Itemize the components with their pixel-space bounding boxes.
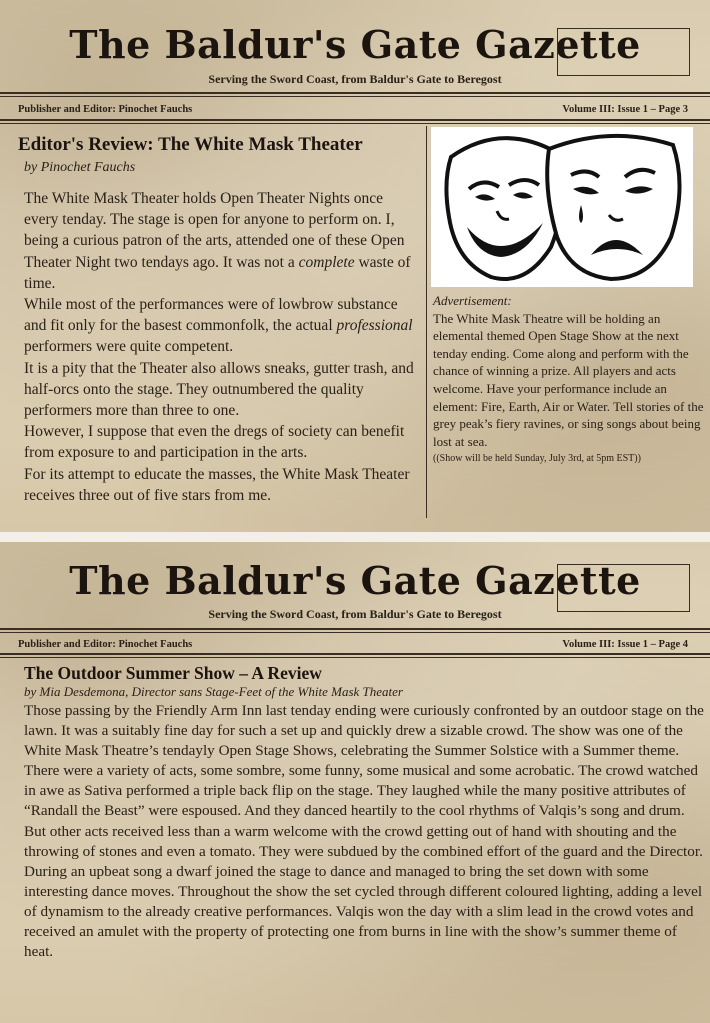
- advertisement-text: The White Mask Theatre will be holding an elemental themed Open Stage Show at the next tenday ending. Come along and perform with the chance of winning a prize. All players and acts welcome. Have your performance include an element: Fire, Earth, Air or Water. Tell stories of the grey peak’s fiery ravines, or sing songs about being lost at sea.: [433, 310, 704, 449]
- top-rule-thin: [0, 632, 710, 633]
- article-paragraph: Those passing by the Friendly Arm Inn last tenday ending were curiously confronted by an outdoor stage on the lawn. It was a suitably fine day for such a set up and quickly drew a sizable crowd. The show was one of the White Mask Theatre’s tendayly Open Stage Shows, celebrating the Summer Solstice with a Summer theme.: [24, 702, 704, 760]
- bar-rule-thin: [0, 123, 710, 124]
- text-run: performers were quite competent.: [24, 338, 234, 356]
- masthead-subtitle: Serving the Sword Coast, from Baldur's Gate to Beregost: [208, 607, 502, 621]
- text-run: waste of time.: [24, 253, 411, 292]
- article-paragraph: But other acts received less than a warm welcome with the crowd getting out of hand with shouting and the throwing of stones and even a tomato. They were subdued by the combined effort of the guard and the Director.: [24, 822, 703, 860]
- masthead-title: The Baldur's Gate Gazette: [69, 558, 641, 603]
- article-paragraph: [24, 294, 416, 358]
- article-paragraph: During an upbeat song a dwarf joined the stage to dance and managed to bring the set down with some interesting dance moves. Throughout the show the set cycled through different coloured lighting, adding a level of dynamism to the already creative performances. Valqis won the day with a slim lead in the crowd votes and received an amulet with the property of protecting one from burns in line with the show’s summer theme of heat.: [24, 862, 703, 961]
- masthead-title: The Baldur's Gate Gazette: [69, 22, 641, 67]
- top-rule: [0, 92, 710, 94]
- emphasis: complete: [298, 253, 355, 271]
- theater-masks-image: [431, 127, 693, 287]
- emphasis: professional: [336, 317, 413, 335]
- newspaper-page-4: [0, 542, 710, 1023]
- column-divider: [426, 126, 427, 518]
- article-headline: The Outdoor Summer Show – A Review: [24, 663, 322, 683]
- article-headline: Editor's Review: The White Mask Theater: [18, 134, 363, 155]
- advertisement: [433, 292, 705, 466]
- article-body: [24, 188, 416, 506]
- bar-rule: [0, 653, 710, 655]
- masthead-box: [557, 564, 690, 612]
- advertisement-fineprint: ((Show will be held Sunday, July 3rd, at 5pm EST)): [433, 453, 641, 465]
- advertisement-label: Advertisement:: [433, 293, 512, 308]
- publisher-line: Publisher and Editor: Pinochet Fauchs: [18, 104, 193, 115]
- masthead-box: [557, 28, 690, 76]
- top-rule: [0, 628, 710, 630]
- article-byline: by Pinochet Fauchs: [24, 160, 136, 175]
- article-paragraph: However, I suppose that even the dregs of society can benefit from exposure to and participation in the arts.: [24, 423, 405, 462]
- article-paragraph: [24, 188, 416, 294]
- bar-rule-thin: [0, 657, 710, 658]
- text-run: While most of the performances were of lowbrow substance and fit only for the basest commonfolk, the actual: [24, 296, 398, 335]
- publisher-line: Publisher and Editor: Pinochet Fauchs: [18, 639, 193, 650]
- masthead-subtitle: Serving the Sword Coast, from Baldur's Gate to Beregost: [208, 72, 502, 86]
- theater-masks-icon: [431, 127, 693, 287]
- text-run: The White Mask Theater holds Open Theater Nights once every tenday. The stage is open for anyone to perform on. I, being a curious patron of the arts, attended one of these Open Theater Night two tendays ago. It was not a: [24, 190, 405, 271]
- page-separator: [0, 532, 710, 542]
- issue-line: Volume III: Issue 1 – Page 3: [562, 104, 688, 115]
- article-paragraph: It is a pity that the Theater also allows sneaks, gutter trash, and half-orcs onto the stage. They outnumbered the quality performers more than three to one.: [24, 359, 414, 420]
- bar-rule: [0, 119, 710, 121]
- issue-line: Volume III: Issue 1 – Page 4: [562, 639, 688, 650]
- article-paragraph: For its attempt to educate the masses, the White Mask Theater receives three out of five stars from me.: [24, 465, 410, 504]
- article-byline: by Mia Desdemona, Director sans Stage-Feet of the White Mask Theater: [24, 684, 403, 699]
- article-paragraph: There were a variety of acts, some sombre, some funny, some musical and some acrobatic. The crowd watched in awe as Sativa performed a triple back flip on the stage. They laughed while the many positive attributes of “Randall the Beast” were espoused. And they danced heartily to the cool rhythms of Valqis’s song and drum.: [24, 762, 698, 820]
- article-body: [24, 701, 704, 962]
- top-rule-thin: [0, 96, 710, 97]
